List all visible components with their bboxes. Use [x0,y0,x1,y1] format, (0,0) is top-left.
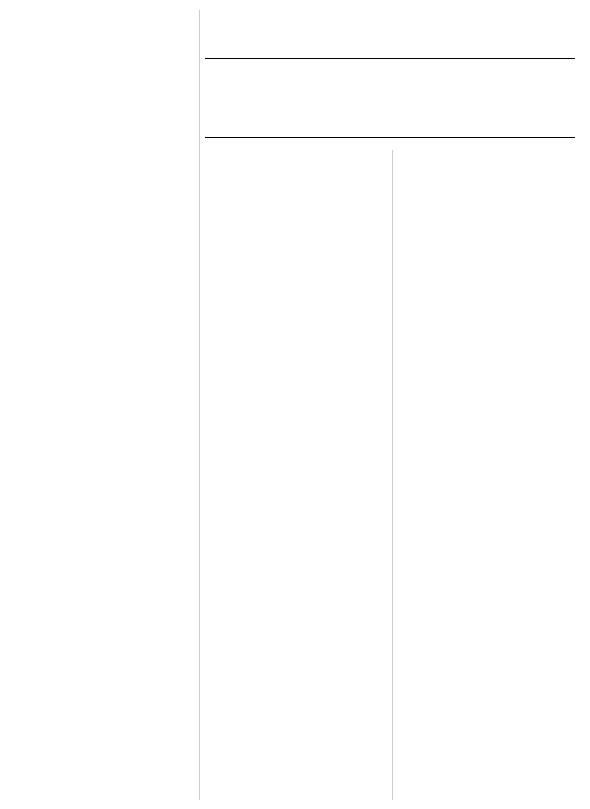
text-line [398,204,578,216]
text-line [205,762,387,774]
text-line [10,28,195,40]
text-line [398,366,578,378]
text-line [10,442,195,454]
text-line [205,420,387,432]
text-line [205,618,387,630]
text-line [10,136,195,148]
text-line [205,672,387,684]
text-line [205,366,387,378]
text-line [10,424,195,436]
text-line [205,582,387,594]
text-line [205,780,387,792]
text-line [205,600,387,612]
text-line [10,154,195,166]
text-line [10,712,195,724]
text-line [10,46,195,58]
text-line [10,82,195,94]
text-line [205,510,387,522]
text-line [10,388,195,400]
byline [258,38,328,54]
text-line [398,546,578,558]
text-line [10,190,195,202]
text-line [10,352,195,364]
left-column [10,10,195,784]
text-line [205,474,387,486]
text-line [398,528,578,540]
text-line [398,618,578,630]
text-line [10,568,195,580]
text-line [205,546,387,558]
text-line [398,420,578,432]
text-line [10,514,195,526]
text-line [398,222,578,234]
text-line [205,276,387,288]
text-line [398,762,578,774]
text-line [10,586,195,598]
text-line [10,10,195,22]
text-line [398,150,578,162]
text-line [398,240,578,252]
text-line [10,118,195,130]
text-line [398,474,578,486]
text-line [205,492,387,504]
text-line [10,64,195,76]
text-line [205,204,387,216]
text-line [10,172,195,184]
text-line [10,550,195,562]
text-line [205,726,387,738]
text-line [205,438,387,450]
text-line [10,100,195,112]
text-line [10,460,195,472]
text-line [398,654,578,666]
column-divider [392,150,393,800]
text-line [205,330,387,342]
text-line [10,496,195,508]
text-line [10,406,195,418]
text-line [398,780,578,792]
text-line [205,312,387,324]
text-line [398,276,578,288]
text-line [398,672,578,684]
text-line [398,726,578,738]
text-line [398,600,578,612]
text-line [398,708,578,720]
text-line [10,370,195,382]
text-line [398,510,578,522]
text-line [205,528,387,540]
text-line [398,258,578,270]
text-line [205,654,387,666]
text-line [10,334,195,346]
text-line [205,168,387,180]
text-line [205,186,387,198]
text-line [205,294,387,306]
text-line [205,222,387,234]
text-line [398,168,578,180]
text-line [398,402,578,414]
footer-tag [15,790,75,804]
text-line [398,438,578,450]
text-line [398,636,578,648]
text-line [10,622,195,634]
text-line [10,730,195,742]
headline [205,58,575,138]
text-line [398,456,578,468]
text-line [205,708,387,720]
text-line [398,312,578,324]
text-line [205,384,387,396]
text-line [10,532,195,544]
text-line [205,240,387,252]
text-line [398,330,578,342]
text-line [398,348,578,360]
text-line [205,636,387,648]
text-line [398,564,578,576]
text-line [10,694,195,706]
text-line [205,348,387,360]
text-line [398,384,578,396]
middle-column [205,150,387,798]
text-line [398,582,578,594]
text-line [10,208,195,220]
text-line [10,316,195,328]
text-line [10,244,195,256]
text-line [10,748,195,760]
text-line [398,690,578,702]
text-line [205,258,387,270]
column-divider [199,10,200,800]
text-line [398,492,578,504]
text-line [10,262,195,274]
text-line [10,280,195,292]
text-line [10,226,195,238]
text-line [10,640,195,652]
text-line [205,456,387,468]
text-line [205,690,387,702]
text-line [205,402,387,414]
text-line [398,744,578,756]
text-line [398,294,578,306]
text-line [205,564,387,576]
text-line [10,298,195,310]
text-line [10,604,195,616]
text-line [10,478,195,490]
text-line [398,186,578,198]
text-line [10,658,195,670]
text-line [205,744,387,756]
right-column [398,150,578,798]
text-line [10,766,195,778]
text-line [205,150,387,162]
text-line [10,676,195,688]
